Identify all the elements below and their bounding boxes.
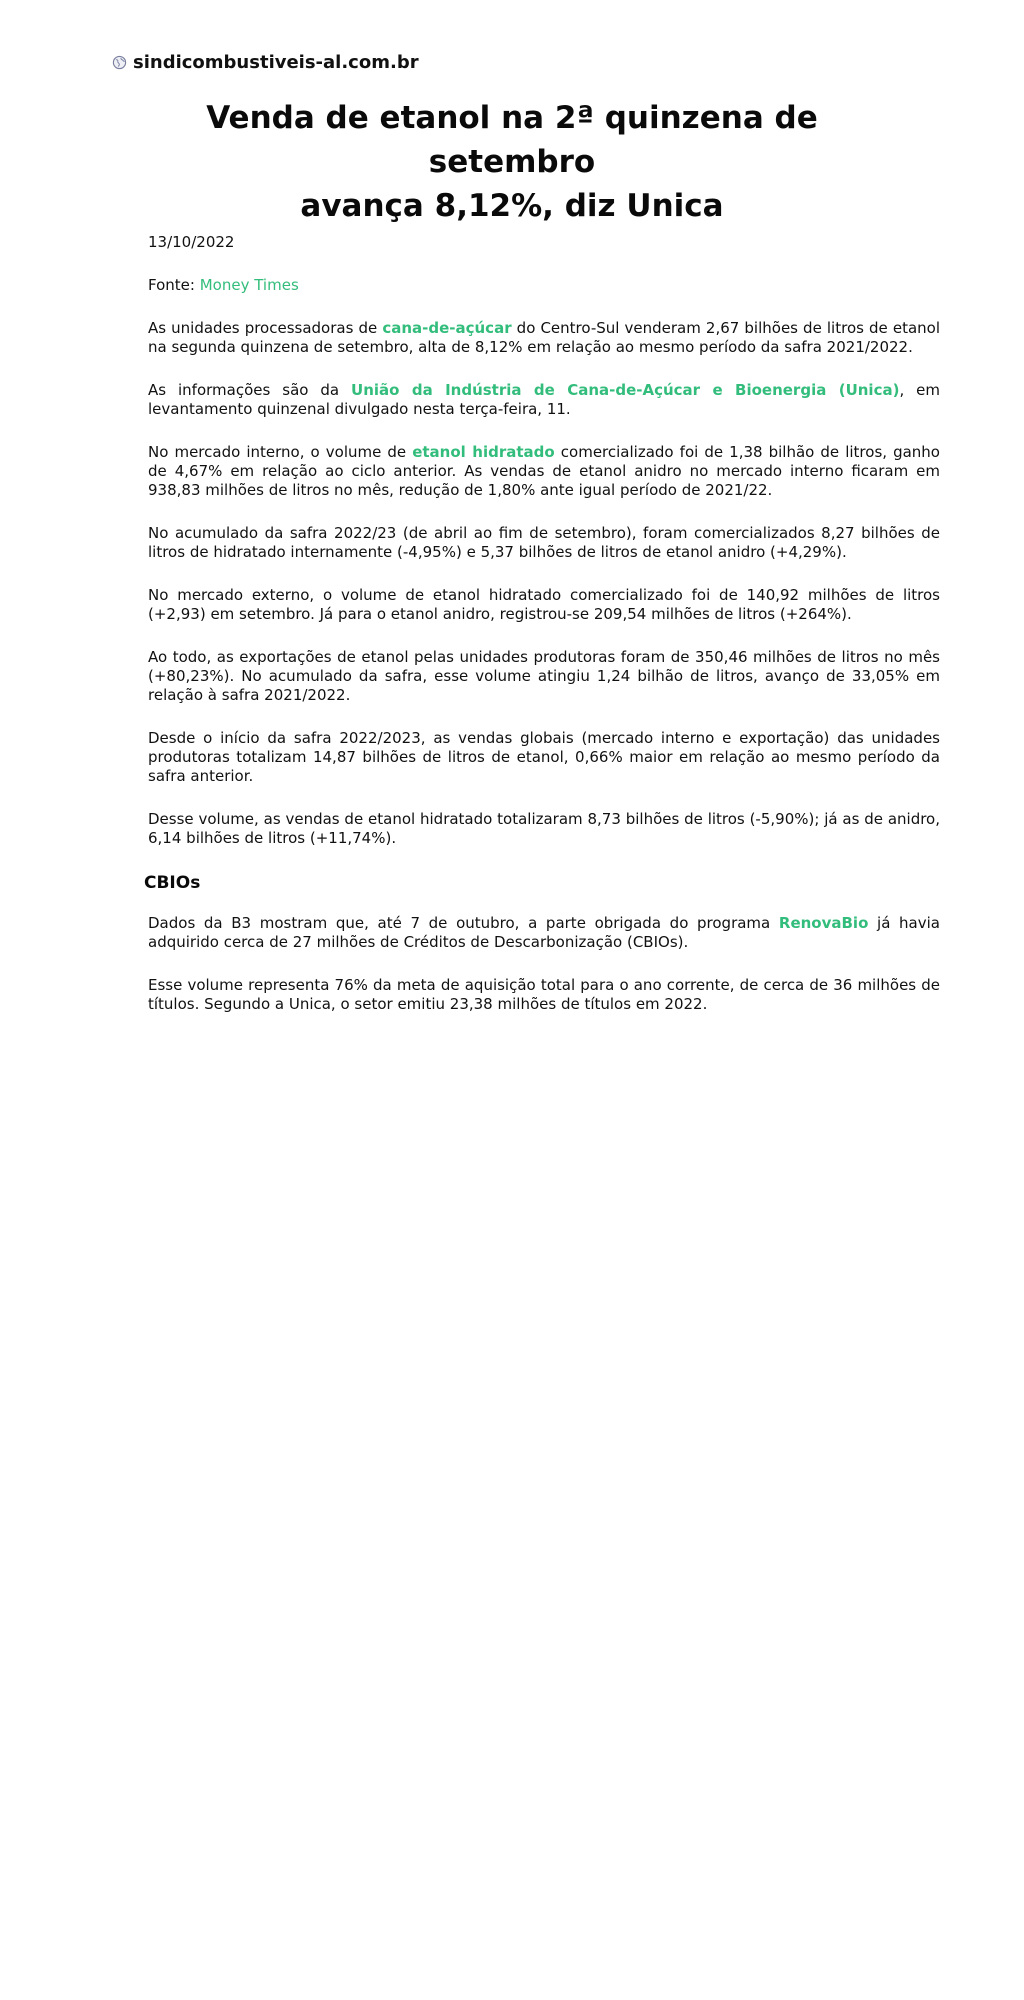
link-cana-de-acucar[interactable]: cana-de-açúcar xyxy=(382,319,512,337)
paragraph-7: Desde o início da safra 2022/2023, as vendas globais (mercado interno e exportação) das unidades produtoras totalizam 14,87 bilhões de litros de etanol, 0,66% maior em relação ao mesmo período da safra anterior. xyxy=(148,729,940,785)
paragraph-6: Ao todo, as exportações de etanol pelas unidades produtoras foram de 350,46 milhões de litros no mês (+80,23%). No acumulado da safra, esse volume atingiu 1,24 bilhão de litros, avanço de 33,05% em relação à safra 2021/2022. xyxy=(148,648,940,704)
title-line-2: avança 8,12%, diz Unica xyxy=(300,188,724,224)
paragraph-5: No mercado externo, o volume de etanol hidratado comercializado foi de 140,92 milhões de litros (+2,93) em setembro. Já para o etanol anidro, registrou-se 209,54 milhões de litros (+264%). xyxy=(148,586,940,623)
globe-icon xyxy=(112,55,127,70)
paragraph-text: As unidades processadoras de xyxy=(148,319,383,337)
title-line-1: Venda de etanol na 2ª quinzena de setembro xyxy=(206,100,818,180)
paragraph-4: No acumulado da safra 2022/23 (de abril ao fim de setembro), foram comercializados 8,27 bilhões de litros de hidratado internamente (-4,95%) e 5,37 bilhões de litros de etanol anidro (+4,29%). xyxy=(148,524,940,561)
article-date: 13/10/2022 xyxy=(148,233,235,251)
paragraph-10: Esse volume representa 76% da meta de aquisição total para o ano corrente, de cerca de 36 milhões de títulos. Segundo a Unica, o setor emitiu 23,38 milhões de títulos em 2022. xyxy=(148,976,940,1013)
paragraph-8: Desse volume, as vendas de etanol hidratado totalizaram 8,73 bilhões de litros (-5,90%); já as de anidro, 6,14 bilhões de litros (+11,74%). xyxy=(148,810,940,847)
paragraph-text: As informações são da xyxy=(148,381,352,399)
section-heading-cbios: CBIOs xyxy=(144,873,201,893)
link-unica[interactable]: União da Indústria de Cana-de-Açúcar e Bioenergia (Unica) xyxy=(351,381,900,399)
link-renovabio[interactable]: RenovaBio xyxy=(778,914,869,932)
source-link[interactable]: Money Times xyxy=(199,276,299,294)
paragraph-text: comercializado foi de 1,38 bilhão de litros, ganho de 4,67% em relação ao ciclo anterior. As vendas de etanol anidro no mercado interno ficaram em 938,83 milhões de litros no mês, redução de 1,80% ante igual período de 2021/22. xyxy=(148,443,940,499)
paragraph-text: Dados da B3 mostram que, até 7 de outubro, a parte obrigada do programa xyxy=(148,914,779,932)
site-header xyxy=(112,52,419,73)
paragraph-text: No mercado interno, o volume de xyxy=(148,443,413,461)
paragraph-3 xyxy=(148,443,940,500)
site-name-link[interactable]: sindicombustiveis-al.com.br xyxy=(133,52,419,73)
page-title xyxy=(140,96,884,228)
paragraph-text: , em levantamento quinzenal divulgado nesta terça-feira, 11. xyxy=(148,381,940,418)
article-body xyxy=(144,233,940,1038)
paragraph-1 xyxy=(148,319,940,357)
link-etanol-hidratado[interactable]: etanol hidratado xyxy=(412,443,555,461)
paragraph-text: já havia adquirido cerca de 27 milhões de Créditos de Descarbonização (CBIOs). xyxy=(148,914,940,951)
source-label: Fonte: xyxy=(148,276,195,294)
paragraph-text: do Centro-Sul venderam 2,67 bilhões de litros de etanol na segunda quinzena de setembro, alta de 8,12% em relação ao mesmo período da safra 2021/2022. xyxy=(148,319,940,356)
paragraph-2 xyxy=(148,381,940,419)
article-source xyxy=(148,276,940,295)
paragraph-9 xyxy=(148,914,940,952)
